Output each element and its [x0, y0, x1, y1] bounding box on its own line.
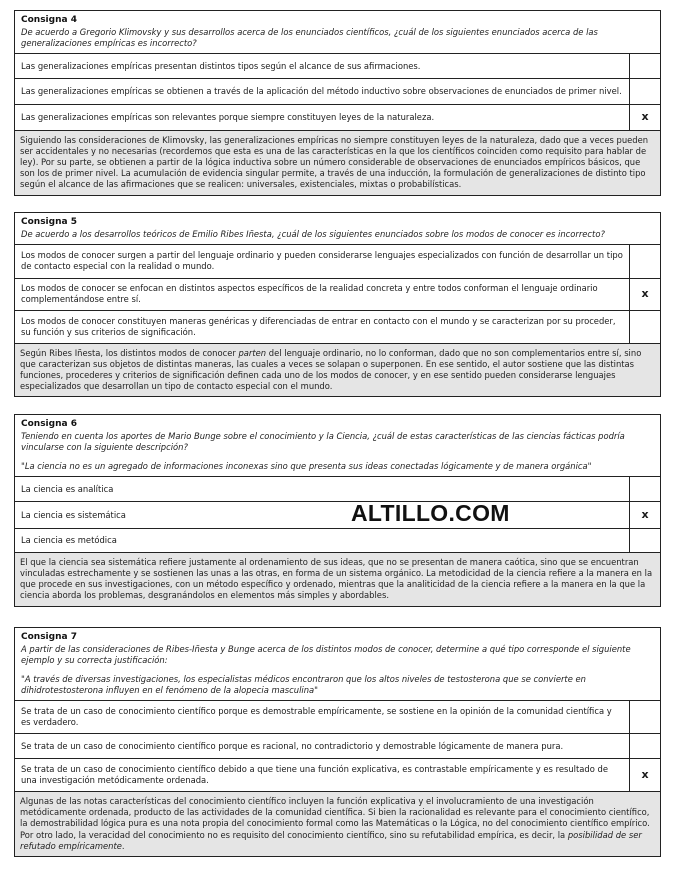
answer-option	[15, 502, 660, 529]
answer-option	[15, 734, 660, 759]
explanation-text: Algunas de las notas características del conocimiento científico incluyen la función explicativa y el involucramiento de una investigación metódicamente ordenada, producto de las actividades de la comunidad científica. Si bien la racionalidad es relevante para el conocimiento científico, la demostrabilidad lógica pura es una nota propia del conocimiento formal como las Matemáticas o la Lógica, no del conocimiento científico empírico. Por otro lado, la veracidad del conocimiento no es requisito del conocimiento científico, sino su refutabilidad empírica, es decir, la	[20, 796, 650, 840]
option-mark	[630, 79, 660, 104]
consigna-header	[15, 213, 660, 245]
explanation: Siguiendo las consideraciones de Klimovsky, las generalizaciones empíricas no siempre constituyen leyes de la naturaleza, dado que a veces pueden ser accidentales y no necesarias (recordemos que esta es una de las características en la que los científicos coinciden como requisito para hablar de ley). Por su parte, se obtienen a partir de la lógica inductiva sobre un número considerable de observaciones de enunciados empíricos básicos, que son los de primer nivel. La acumulación de evidencia singular permite, a través de una inducción, la formulación de generalizaciones de distinto tipo según el alcance de las afirmaciones que se realicen: universales, existenciales, mixtas o probabilísticas.	[15, 131, 660, 194]
option-text: Se trata de un caso de conocimiento científico porque es demostrable empíricamente, se sostiene en la opinión de la comunidad científica y es verdadero.	[15, 701, 630, 733]
option-text: Las generalizaciones empíricas presentan distintos tipos según el alcance de sus afirmaciones.	[15, 54, 630, 78]
explanation-text: del lenguaje ordinario, no lo conforman, dado que no son complementarios entre sí, sino que caracterizan sus objetos de distintas maneras, las cuales a veces se solapan o superponen. En ese sentido, el autor sostiene que las distintas funciones, procederes y criterios de significación definen cada uno de los modos de conocer, y en ese sentido pueden considerarse lenguajes especializados que desarrollan un tipo de contacto especial con el mundo.	[20, 347, 642, 392]
consigna-quote: "A través de diversas investigaciones, los especialistas médicos encontraron que los altos niveles de testosterona que se convierte en dihidrotestosterona influyen en el fenómeno de la alopecia masculina"	[21, 674, 586, 696]
consigna-5	[14, 212, 661, 397]
consigna-quote: "La ciencia no es un agregado de informaciones inconexas sino que presenta sus ideas conectadas lógicamente y de manera orgánica"	[21, 461, 592, 472]
answer-option	[15, 54, 660, 79]
option-mark: x	[641, 110, 649, 124]
explanation: El que la ciencia sea sistemática refiere justamente al ordenamiento de sus ideas, que no se presentan de manera caótica, sino que se encuentran vinculadas estrechamente y se sostienen las unas a las otras, en forma de un sistema orgánico. La metodicidad de la ciencia refiere a la manera en la que procede en sus investigaciones, con un método específico y ordenado, mientras que la analiticidad de la ciencia refiere a la manera en la que la ciencia aborda los problemas, desgranándolos en elementos más simples y abordables.	[15, 553, 660, 605]
answer-option	[15, 245, 660, 279]
answer-option	[15, 105, 660, 131]
consigna-question: A partir de las consideraciones de Ribes-Iñesta y Bunge acerca de los distintos modos de conocer, determine a qué tipo corresponde el siguiente ejemplo y su correcta justificación:	[21, 643, 631, 665]
consigna-header	[15, 415, 660, 477]
answer-option	[15, 311, 660, 344]
answer-option	[15, 529, 660, 553]
option-mark	[630, 734, 660, 758]
option-mark: x	[641, 507, 649, 521]
consigna-title: Consigna 5	[21, 217, 77, 227]
option-mark	[630, 701, 660, 733]
answer-option	[15, 759, 660, 792]
option-mark	[630, 477, 660, 501]
option-mark	[630, 529, 660, 552]
explanation	[15, 792, 660, 855]
option-text: La ciencia es metódica	[15, 529, 630, 552]
explanation-emphasis: parten	[238, 347, 267, 358]
explanation-emphasis: posibilidad de ser refutado empíricamente	[20, 829, 642, 851]
consigna-4	[14, 10, 661, 196]
answer-option	[15, 79, 660, 105]
option-text: Se trata de un caso de conocimiento científico porque es racional, no contradictorio y demostrable lógicamente de manera pura.	[15, 734, 630, 758]
option-mark	[630, 54, 660, 78]
explanation-text: .	[121, 840, 125, 851]
option-text: Los modos de conocer surgen a partir del lenguaje ordinario y pueden considerarse lenguajes especializados con función de desarrollar un tipo de contacto especial con la realidad o mundo.	[15, 245, 630, 278]
consigna-7	[14, 627, 661, 857]
option-text: La ciencia es sistemática	[15, 502, 630, 528]
option-text: Se trata de un caso de conocimiento científico debido a que tiene una función explicativa, es contrastable empíricamente y es resultado de una investigación metódicamente ordenada.	[15, 759, 630, 791]
option-mark: x	[641, 287, 649, 301]
consigna-header	[15, 628, 660, 701]
consigna-title: Consigna 4	[21, 15, 77, 25]
consigna-header	[15, 11, 660, 54]
option-text: La ciencia es analítica	[15, 477, 630, 501]
option-text: Los modos de conocer constituyen maneras genéricas y diferenciadas de entrar en contacto con el mundo y se caracterizan por su proceder, su función y sus criterios de significación.	[15, 311, 630, 343]
option-text: Las generalizaciones empíricas se obtienen a través de la aplicación del método inductivo sobre observaciones de enunciados de primer nivel.	[15, 79, 630, 104]
option-mark	[630, 311, 660, 343]
watermark-logo: ALTILLO.COM	[351, 500, 510, 526]
answer-option	[15, 477, 660, 502]
consigna-6	[14, 414, 661, 607]
explanation	[15, 344, 660, 396]
consigna-title: Consigna 6	[21, 419, 77, 429]
consigna-question: De acuerdo a los desarrollos teóricos de Emilio Ribes Iñesta, ¿cuál de los siguientes enunciados sobre los modos de conocer es incorrecto?	[21, 228, 605, 239]
consigna-question: Teniendo en cuenta los aportes de Mario Bunge sobre el conocimiento y la Ciencia, ¿cuál de estas características de las ciencias fácticas podría vincularse con la siguiente descripción?	[21, 430, 625, 452]
answer-option	[15, 279, 660, 311]
explanation-text: Según Ribes Iñesta, los distintos modos de conocer	[20, 347, 239, 358]
answer-option	[15, 701, 660, 734]
option-mark	[630, 245, 660, 278]
option-text: Los modos de conocer se enfocan en distintos aspectos específicos de la realidad concreta y entre todos conforman el lenguaje ordinario complementándose entre sí.	[15, 279, 630, 310]
consigna-title: Consigna 7	[21, 632, 77, 642]
option-mark: x	[641, 767, 649, 781]
option-text: Las generalizaciones empíricas son relevantes porque siempre constituyen leyes de la naturaleza.	[15, 105, 630, 130]
consigna-question: De acuerdo a Gregorio Klimovsky y sus desarrollos acerca de los enunciados científicos, ¿cuál de los siguientes enunciados acerca de las generalizaciones empíricas es incorrecto?	[21, 26, 598, 48]
